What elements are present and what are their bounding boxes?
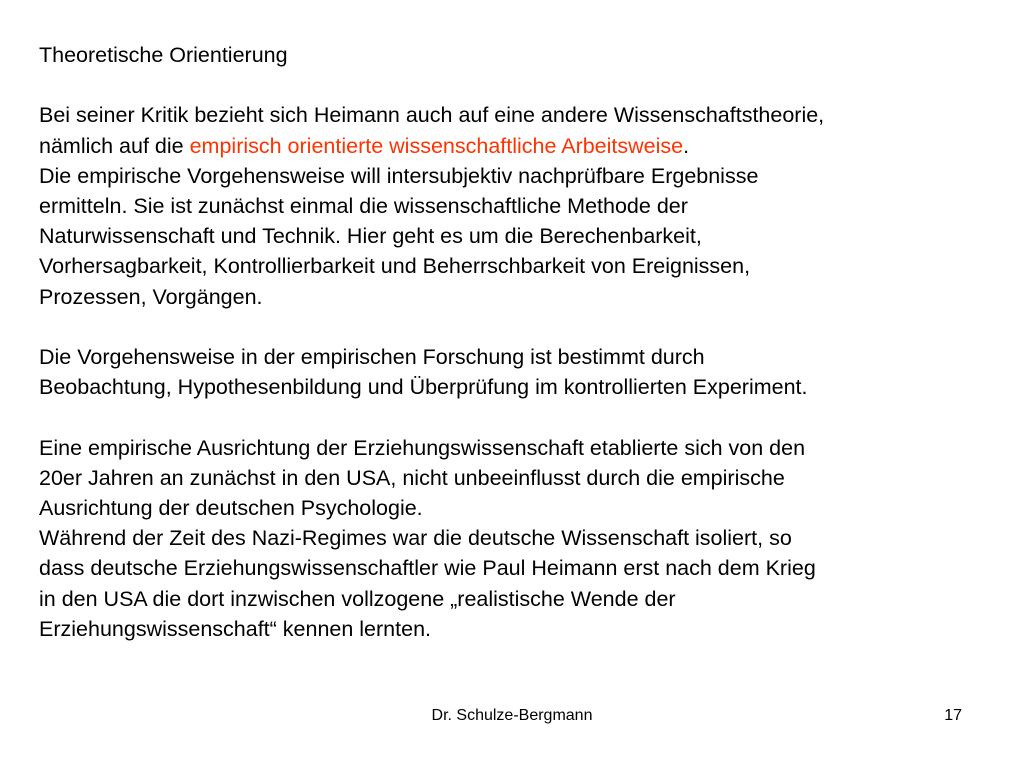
highlighted-phrase: empirisch orientierte wissenschaftliche Arbeitsweise: [189, 133, 684, 158]
page-number: 17: [944, 707, 962, 724]
paragraph-3: [39, 433, 989, 644]
slide-title: Theoretische Orientierung: [39, 43, 288, 67]
slide-content: [39, 40, 989, 644]
paragraph-2: [39, 342, 989, 402]
paragraph-line: [39, 131, 989, 161]
paragraph-line: Beobachtung, Hypothesenbildung und Überprüfung im kontrollierten Experiment.: [39, 375, 808, 400]
paragraph-1: [39, 100, 989, 311]
spacer: [39, 312, 989, 342]
spacer: [39, 70, 989, 100]
paragraph-line: Die empirische Vorgehensweise will intersubjektiv nachprüfbare Ergebnisse: [39, 163, 759, 188]
paragraph-line: 20er Jahren an zunächst in den USA, nicht unbeeinflusst durch die empirische: [39, 465, 785, 490]
spacer: [39, 402, 989, 432]
paragraph-line: in den USA die dort inzwischen vollzogene „realistische Wende der: [39, 586, 676, 611]
paragraph-line: Vorhersagbarkeit, Kontrollierbarkeit und Beherrschbarkeit von Ereignissen,: [39, 254, 751, 279]
paragraph-line: Bei seiner Kritik bezieht sich Heimann auch auf eine andere Wissenschaftstheorie,: [39, 103, 825, 128]
paragraph-line: Ausrichtung der deutschen Psychologie.: [39, 496, 423, 520]
paragraph-line: Erziehungswissenschaft“ kennen lernten.: [39, 616, 431, 641]
text-segment: nämlich auf die: [39, 133, 190, 158]
footer-author: Dr. Schulze-Bergmann: [431, 707, 593, 724]
text-segment: .: [683, 133, 690, 158]
paragraph-line: Eine empirische Ausrichtung der Erziehungswissenschaft etablierte sich von den: [39, 435, 806, 460]
paragraph-line: dass deutsche Erziehungswissenschaftler wie Paul Heimann erst nach dem Krieg: [39, 556, 816, 581]
paragraph-line: Naturwissenschaft und Technik. Hier geht es um die Berechenbarkeit,: [39, 224, 702, 249]
paragraph-line: Die Vorgehensweise in der empirischen Forschung ist bestimmt durch: [39, 345, 705, 369]
paragraph-line: Prozessen, Vorgängen.: [39, 284, 263, 309]
paragraph-line: Während der Zeit des Nazi-Regimes war die deutsche Wissenschaft isoliert, so: [39, 526, 792, 551]
paragraph-line: ermitteln. Sie ist zunächst einmal die wissenschaftliche Methode der: [39, 194, 688, 218]
